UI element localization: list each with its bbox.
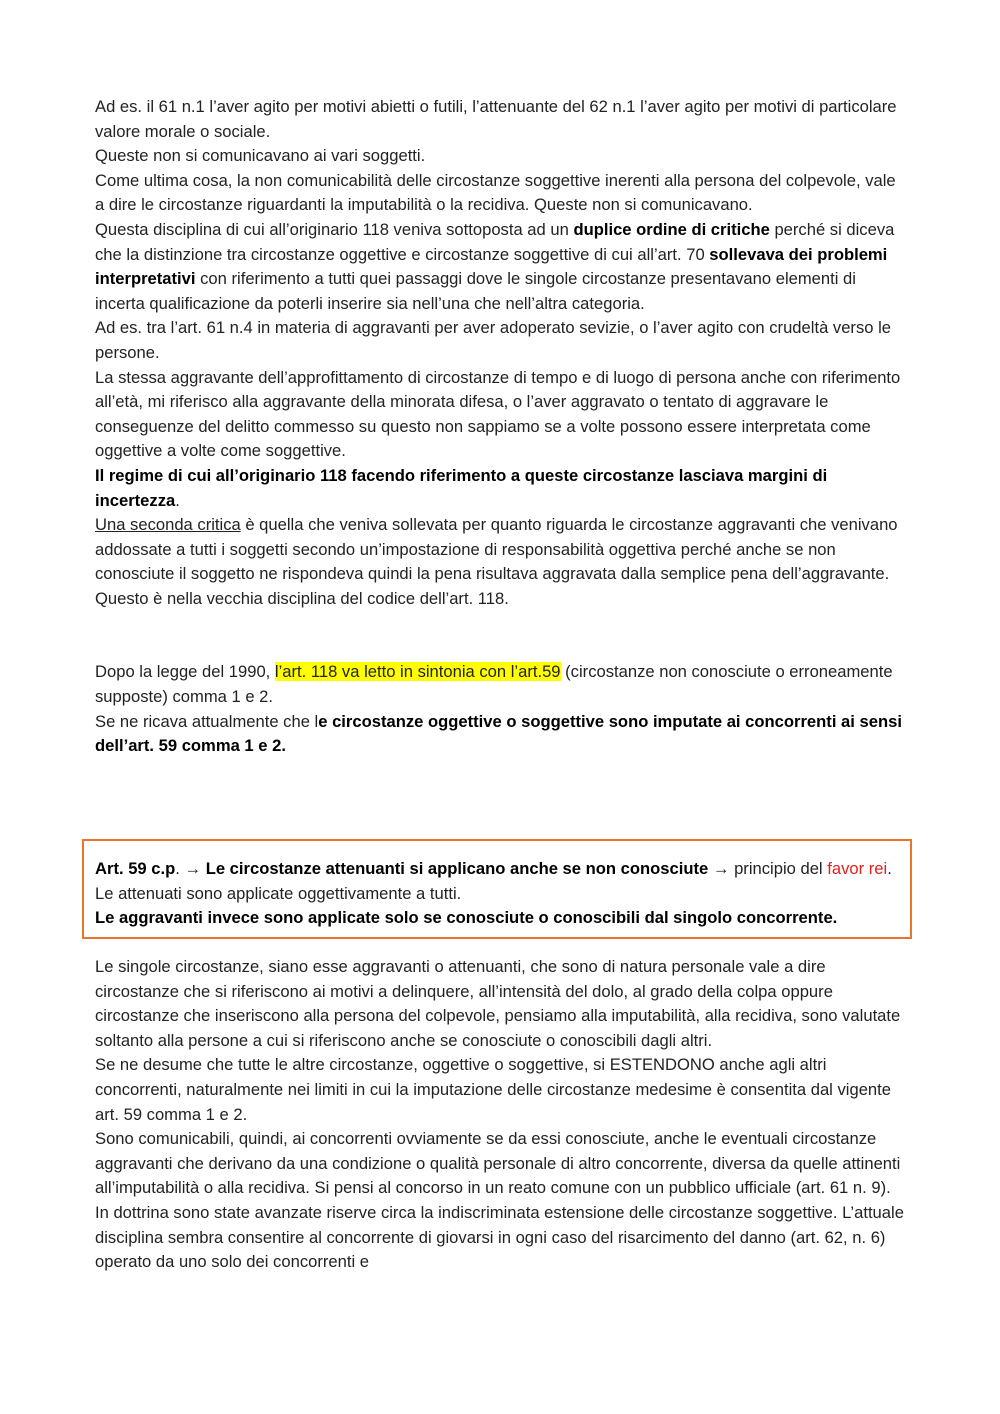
arrow-icon: → (184, 859, 206, 878)
bold-text: Le aggravanti invece sono applicate solo se conosciute o conoscibili dal singolo concorrente. (95, 908, 838, 928)
text-run: con riferimento a tutti quei passaggi dove le singole circostanze presentavano elementi di incerta qualificazione da poterli inserire sia nell’una che nell’altra categoria. (95, 269, 856, 313)
paragraph (95, 218, 905, 316)
spacer (95, 611, 905, 660)
text-run: perché si diceva che la distinzione tra circostanze oggettive e circostanze soggettive di cui all’art. 70 (95, 219, 895, 264)
paragraph (95, 464, 905, 513)
paragraph (95, 710, 905, 759)
paragraph (95, 857, 907, 906)
text-run: Se ne ricava attualmente che l (95, 711, 319, 731)
paragraph: Queste non si comunicavano ai vari soggetti. (95, 146, 426, 166)
bold-text: Le circostanze attenuanti si applicano anche se non conosciute (205, 859, 709, 878)
text-run: principio del (734, 859, 828, 878)
bold-text: Il regime di cui all’originario 118 facendo riferimento a queste circostanze lasciava margini di incertezza (95, 465, 828, 510)
text-block-top (95, 95, 905, 759)
underlined-text: Una seconda critica (95, 515, 241, 535)
paragraph (95, 660, 905, 709)
text-run: . (175, 859, 185, 878)
paragraph: Come ultima cosa, la non comunicabilità delle circostanze soggettive inerenti alla persona del colpevole, vale a dire le circostanze riguardanti la imputabilità o la recidiva. Queste non si comunicavano. (95, 170, 896, 215)
arrow-icon: → (708, 859, 735, 878)
paragraph (95, 513, 905, 587)
callout-box-text (95, 857, 907, 931)
text-run: . Le attenuati sono applicate oggettivamente a tutti. (95, 859, 892, 903)
text-run: . (175, 490, 180, 510)
paragraph: Se ne desume che tutte le altre circostanze, oggettive o soggettive, si ESTENDONO anche agli altri concorrenti, naturalmente nei limiti in cui la imputazione delle circostanze medesime è consentita dal vigente art. 59 comma 1 e 2. (95, 1055, 891, 1124)
paragraph: Ad es. tra l’art. 61 n.4 in materia di aggravanti per aver adoperato sevizie, o l’aver agito con crudeltà verso le persone. (95, 318, 892, 362)
bold-text: duplice ordine di critiche (573, 219, 770, 239)
text-run: è quella che veniva sollevata per quanto riguarda le circostanze aggravanti che venivano addossate a tutti i soggetti secondo un’impostazione di responsabilità oggettiva perché anche se non conosciute il soggetto ne rispondeva quindi la pena risultava aggravata dalla semplice pena dell’aggravante. (95, 515, 898, 584)
red-text: favor rei (827, 859, 888, 878)
text-run: Questa disciplina di cui all’originario 118 veniva sottoposta ad un (95, 219, 574, 239)
paragraph: Questo è nella vecchia disciplina del codice dell’art. 118. (95, 588, 509, 608)
highlighted-text: l’art. 118 va letto in sintonia con l’art.59 (274, 662, 561, 682)
text-block-bottom (95, 955, 905, 1275)
article-reference: Art. 59 c.p (95, 859, 176, 878)
bold-text: e circostanze oggettive o soggettive sono imputate ai concorrenti ai sensi dell’art. 59 comma 1 e 2. (95, 711, 902, 756)
bold-text: sollevava dei problemi interpretativi (95, 244, 888, 289)
text-run: (circostanze non conosciute o erroneamente supposte) comma 1 e 2. (95, 662, 893, 707)
paragraph: Ad es. il 61 n.1 l’aver agito per motivi abietti o futili, l’attenuante del 62 n.1 l’aver agito per motivi di particolare valore morale o sociale. (95, 97, 897, 141)
paragraph: La stessa aggravante dell’approfittamento di circostanze di tempo e di luogo di persona anche con riferimento all’età, mi riferisco alla aggravante della minorata difesa, o l’aver aggravato o tentato di aggravare le conseguenze del delitto commesso su questo non sappiamo se a volte possono essere interpretata come oggettive a volte come soggettive. (95, 367, 901, 461)
text-run: Dopo la legge del 1990, (95, 662, 275, 682)
paragraph (95, 906, 907, 931)
paragraph: Le singole circostanze, siano esse aggravanti o attenuanti, che sono di natura personale vale a dire circostanze che si riferiscono ai motivi a delinquere, all’intensità del dolo, al grado della colpa oppure circostanze che inseriscono alla persona del colpevole, pensiamo alla imputabilità, alla recidiva, sono valutate soltanto alla persone a cui si riferiscono anche se conosciute o conoscibili dagli altri. (95, 957, 901, 1050)
paragraph: Sono comunicabili, quindi, ai concorrenti ovviamente se da essi conosciute, anche le eventuali circostanze aggravanti che derivano da una condizione o qualità personale di altro concorrente, diversa da quelle attinenti all’imputabilità o alla recidiva. Si pensi al concorso in un reato comune con un pubblico ufficiale (art. 61 n. 9). In dottrina sono state avanzate riserve circa la indiscriminata estensione delle circostanze soggettive. L’attuale disciplina sembra consentire al concorrente di giovarsi in ogni caso del risarcimento del danno (art. 62, n. 6) operato da uno solo dei concorrenti e (95, 1129, 904, 1272)
